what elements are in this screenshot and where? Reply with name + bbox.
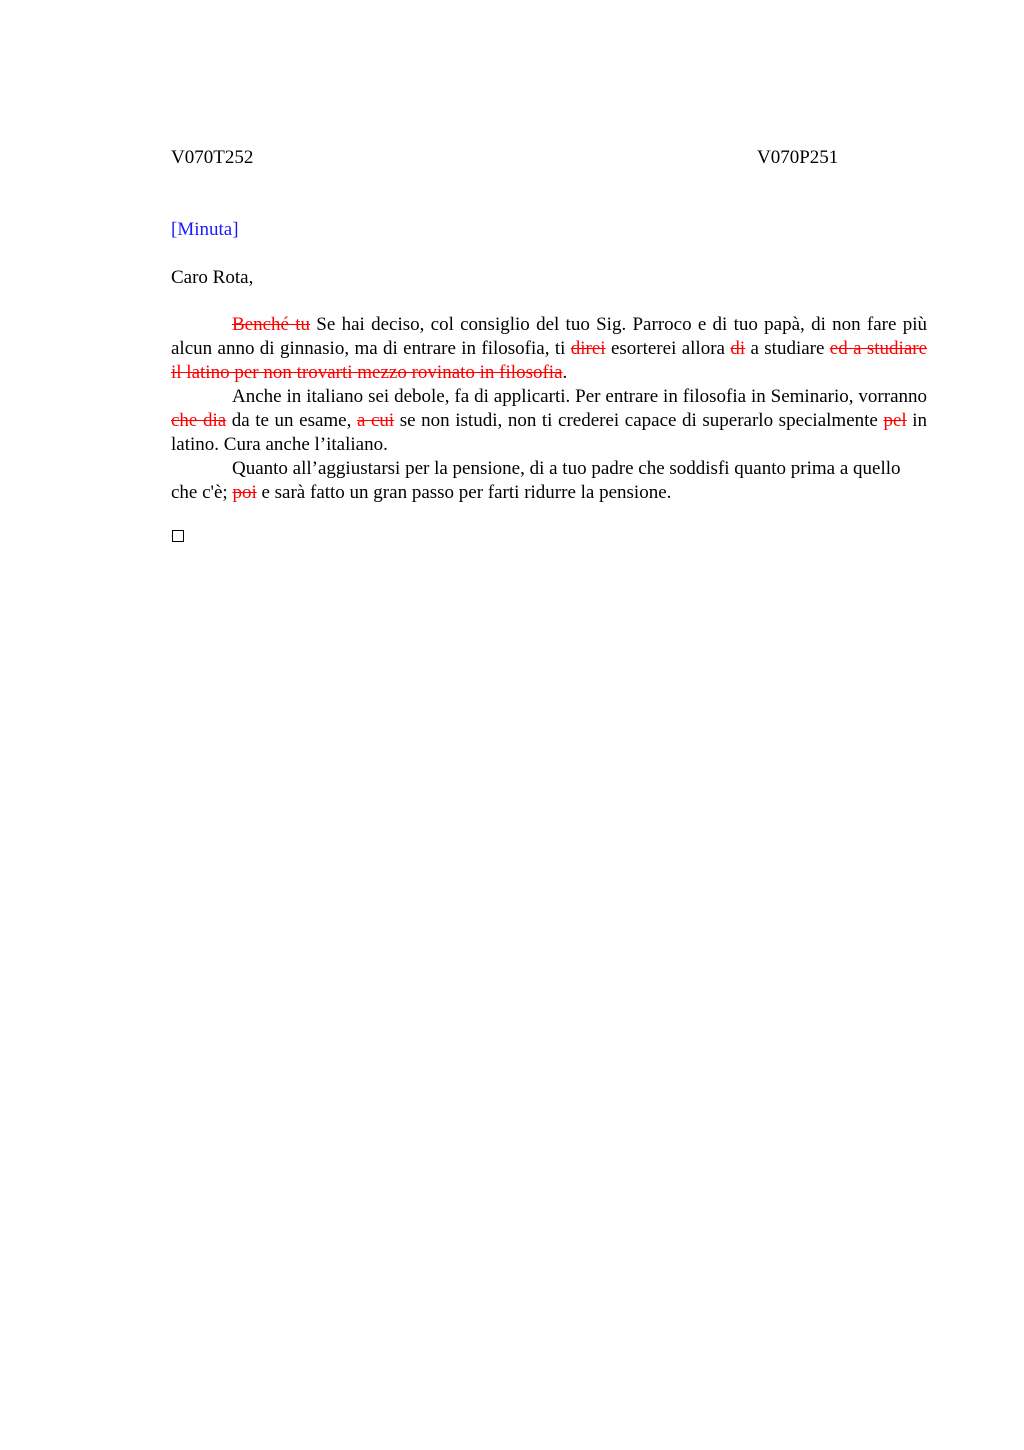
body-text-segment: Anche in italiano sei debole, fa di applicarti. Per entrare in filosofia in Seminario, vorranno [232, 386, 927, 407]
body-text-segment: esorterei allora [605, 338, 731, 359]
letter-body [171, 313, 927, 505]
deleted-text: che dia [171, 410, 227, 431]
body-text-segment: a studiare [745, 338, 830, 359]
document-code-right: V070P251 [757, 147, 839, 168]
deleted-text: pel [883, 410, 907, 431]
paragraph-3 [171, 457, 927, 505]
deleted-text: direi [570, 338, 606, 359]
editorial-note-minuta: [Minuta] [171, 219, 239, 240]
deleted-text: di [730, 338, 746, 359]
end-of-document-box-icon [172, 530, 184, 542]
body-text-segment: se non istudi, non ti crederei capace di superarlo specialmente [394, 410, 884, 431]
body-text-segment: in latino. Cura anche l’italiano. [171, 410, 928, 455]
body-text-segment: Se hai deciso, col consiglio del tuo Sig. Parroco e di tuo papà, di non fare più alcun anno di ginnasio, ma di entrare in filosofia, ti [171, 314, 927, 359]
body-text-segment: Quanto all’aggiustarsi per la pensione, di a tuo padre che soddisfi quanto prima a quello che c'è; [171, 458, 901, 503]
deleted-text: ed a studiare il latino per non trovarti mezzo rovinato in filosofia [171, 338, 928, 383]
body-text-segment: da te un esame, [226, 410, 357, 431]
deleted-text: Benché tu [232, 314, 311, 335]
body-text-segment: . [562, 362, 568, 383]
paragraph-1 [171, 313, 927, 385]
body-text-segment: e sarà fatto un gran passo per farti ridurre la pensione. [256, 482, 672, 503]
document-header [171, 146, 931, 172]
document-code-left: V070T252 [171, 147, 254, 168]
deleted-text: poi [232, 482, 257, 503]
deleted-text: a cui [356, 410, 395, 431]
paragraph-2 [171, 385, 927, 457]
letter-greeting: Caro Rota, [171, 267, 254, 288]
